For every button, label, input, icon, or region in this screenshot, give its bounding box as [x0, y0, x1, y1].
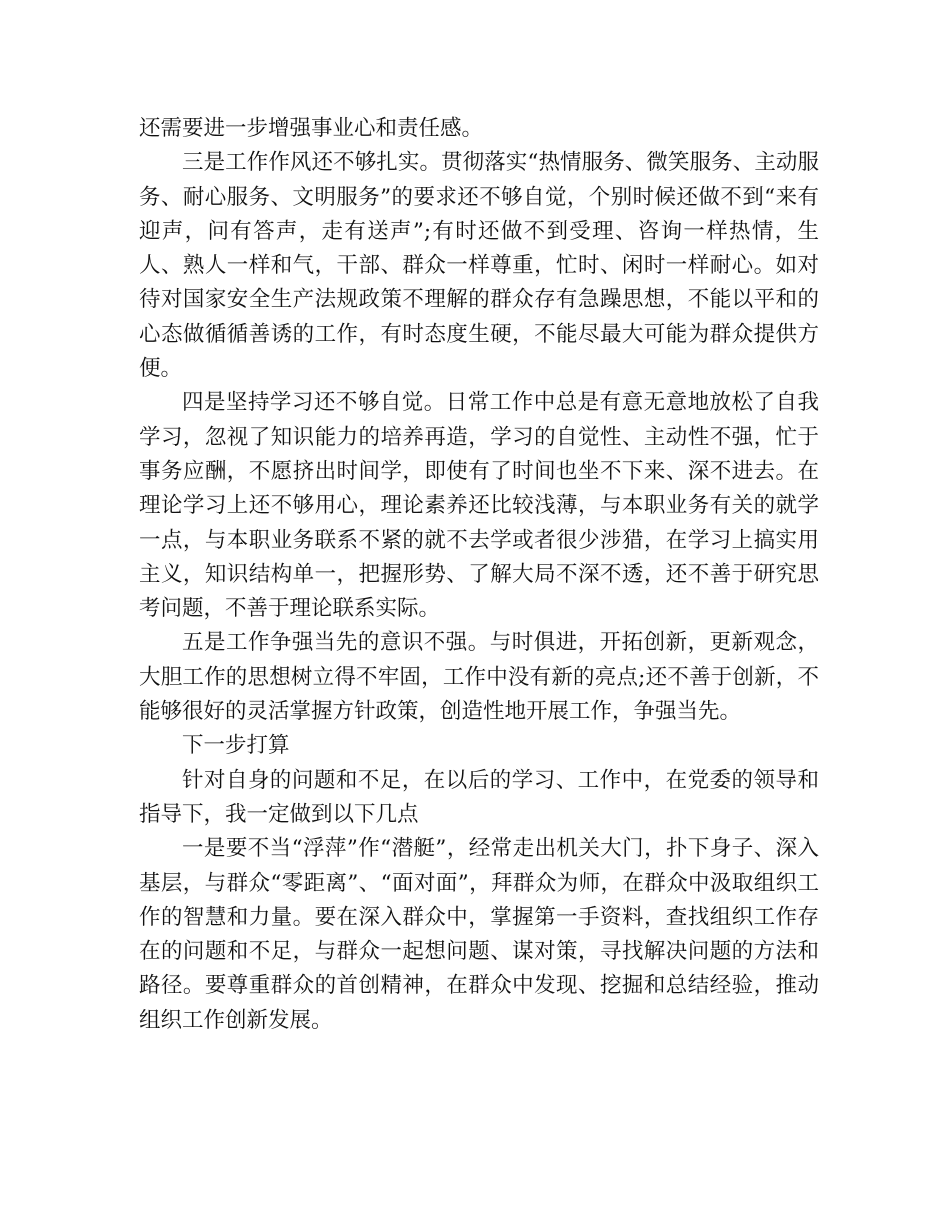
paragraph-study: 四是坚持学习还不够自觉。日常工作中总是有意无意地放松了自我学习，忽视了知识能力的培养再造，学习的自觉性、主动性不强，忙于事务应酬，不愿挤出时间学，即使有了时间也坐不下来、深不进去。在理论学习上还不够用心，理论素养还比较浅薄，与本职业务有关的就学一点，与本职业务联系不紧的就不去学或者很少涉猎，在学习上搞实用主义，知识结构单一，把握形势、了解大局不深不透，还不善于研究思考问题，不善于理论联系实际。: [139, 390, 819, 622]
document-body: [139, 112, 819, 1038]
paragraph-initiative: 五是工作争强当先的意识不强。与时俱进，开拓创新，更新观念，大胆工作的思想树立得不牢固，工作中没有新的亮点;还不善于创新，不能够很好的灵活掌握方针政策，创造性地开展工作，争强当先。: [139, 630, 819, 725]
paragraph-intro-plan: 针对自身的问题和不足，在以后的学习、工作中，在党委的领导和指导下，我一定做到以下几点: [139, 767, 819, 827]
paragraph-work-style: 三是工作作风还不够扎实。贯彻落实“热情服务、微笑服务、主动服务、耐心服务、文明服务”的要求还不够自觉，个别时候还做不到“来有迎声，问有答声，走有送声”;有时还做不到受理、咨询一样热情，生人、熟人一样和气，干部、群众一样尊重，忙时、闲时一样耐心。如对待对国家安全生产法规政策不理解的群众存有急躁思想，不能以平和的心态做循循善诱的工作，有时态度生硬，不能尽最大可能为群众提供方便。: [139, 150, 819, 382]
paragraph-continuation: 还需要进一步增强事业心和责任感。: [139, 116, 484, 141]
section-heading-next-steps: 下一步打算: [182, 733, 290, 759]
paragraph-plan-one: 一是要不当“浮萍”作“潜艇”，经常走出机关大门，扑下身子、深入基层，与群众“零距离”、“面对面”，拜群众为师，在群众中汲取组织工作的智慧和力量。要在深入群众中，掌握第一手资料，查找组织工作存在的问题和不足，与群众一起想问题、谋对策，寻找解决问题的方法和路径。要尊重群众的首创精神，在群众中发现、挖掘和总结经验，推动组织工作创新发展。: [139, 836, 819, 1033]
